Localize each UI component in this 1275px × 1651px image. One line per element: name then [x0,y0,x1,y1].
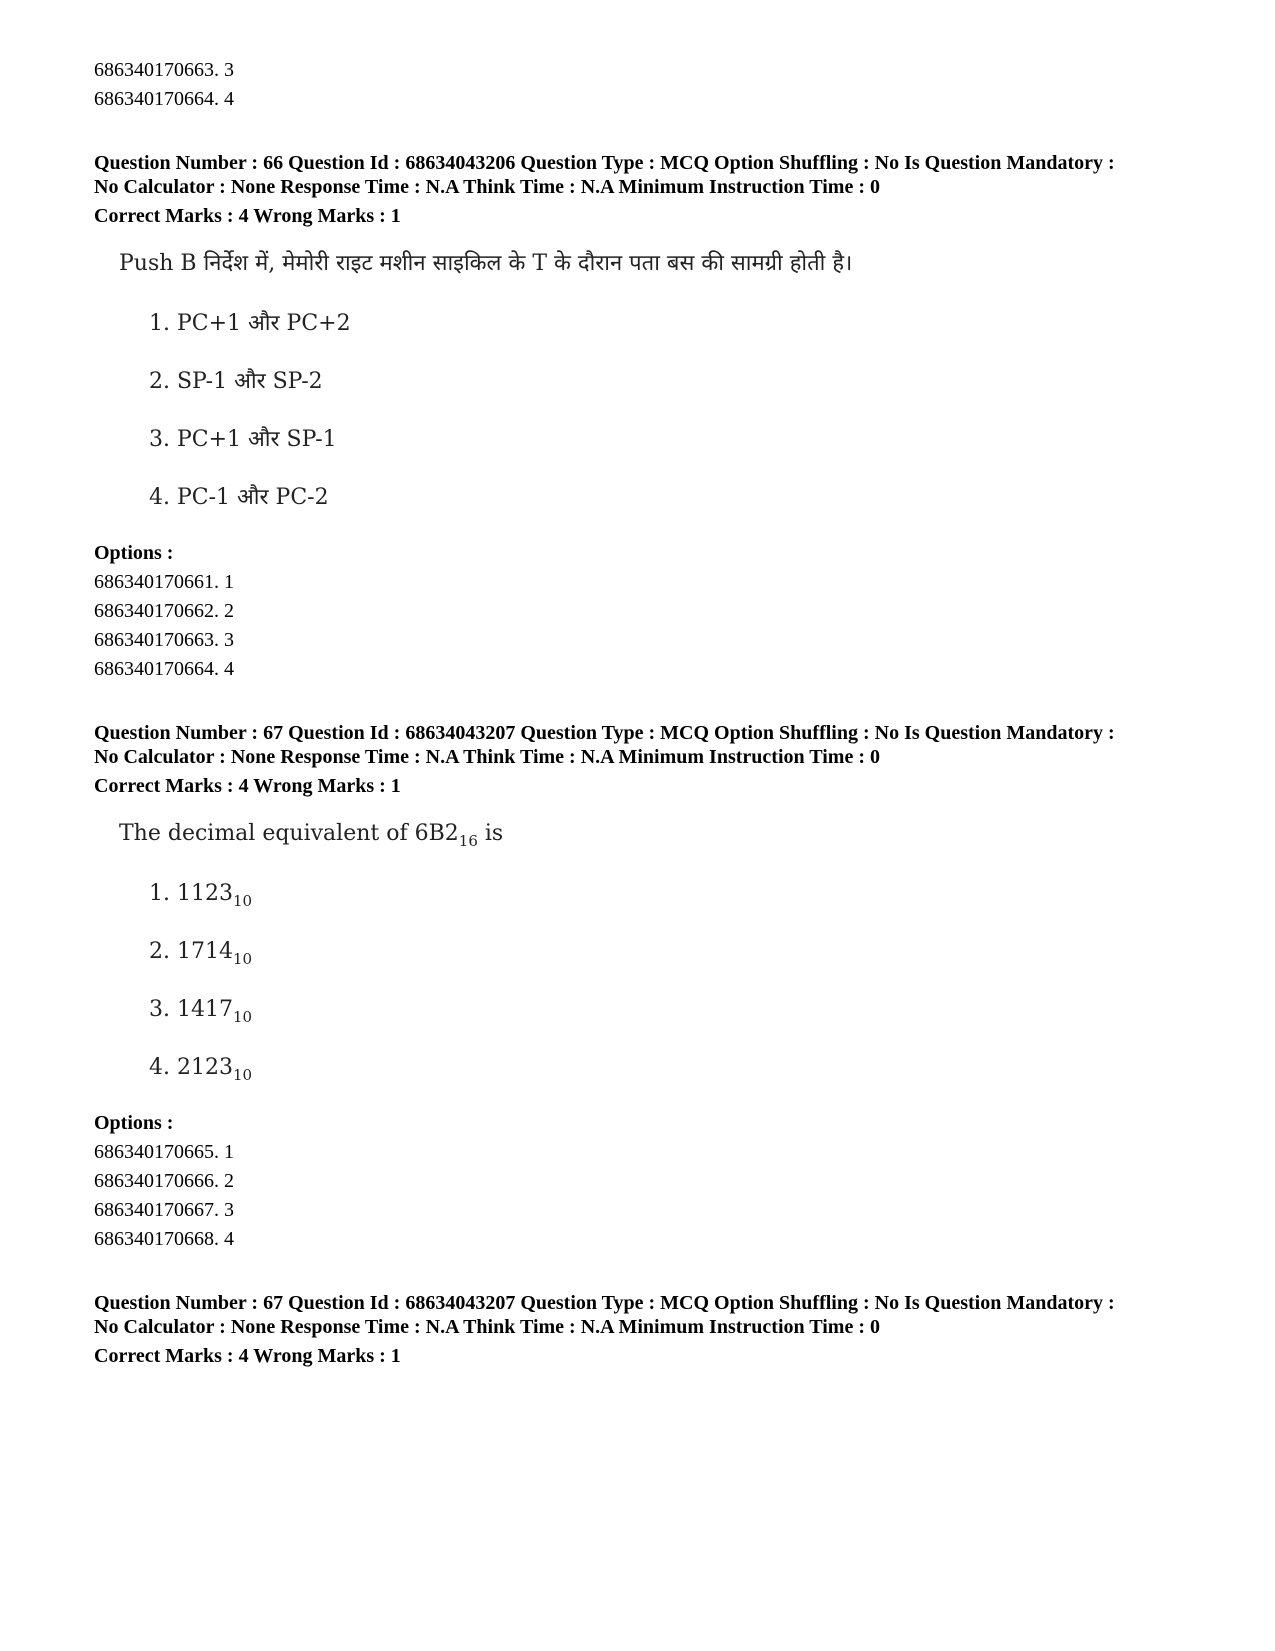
question-header-line-1: Question Number : 66 Question Id : 68634043206 Question Type : MCQ Option Shuffling : No Is Question Mandatory : [94,152,1115,174]
option-id-line: 686340170664. 4 [94,658,234,680]
option-id-line: 686340170661. 1 [94,571,234,593]
choice-value: 2. 1714 [149,939,233,964]
choice-value: 4. 2123 [149,1055,233,1080]
option-id-line: 686340170667. 3 [94,1199,234,1221]
choice-base: 10 [232,1066,253,1084]
question-marks: Correct Marks : 4 Wrong Marks : 1 [94,205,401,227]
answer-choice-4: 4. PC-1 और PC-2 [149,485,329,510]
question-image [119,803,1214,1083]
question-header-line-2: No Calculator : None Response Time : N.A Think Time : N.A Minimum Instruction Time : 0 [94,1316,880,1338]
question-image [119,233,1214,513]
question-header-line-2: No Calculator : None Response Time : N.A Think Time : N.A Minimum Instruction Time : 0 [94,746,880,768]
answer-choice-2 [149,937,1214,967]
question-stem [119,817,1214,851]
document-page [94,56,1214,1373]
answer-choice-3: 3. PC+1 और SP-1 [149,427,337,452]
option-id-line: 686340170665. 1 [94,1141,234,1163]
option-id-line: 686340170663. 3 [94,629,234,651]
question-67-repeat [94,1291,1214,1373]
options-label: Options : [94,1112,174,1134]
choice-base: 10 [232,1008,253,1026]
question-66 [94,151,1214,684]
option-id-line: 686340170668. 4 [94,1228,234,1250]
answer-choice-1: 1. PC+1 और PC+2 [149,311,351,336]
stem-subscript: 16 [458,832,478,850]
stem-tail: is [477,821,504,846]
question-marks: Correct Marks : 4 Wrong Marks : 1 [94,775,401,797]
question-marks: Correct Marks : 4 Wrong Marks : 1 [94,1345,401,1367]
stem-text: The decimal equivalent of 6B2 [119,821,459,846]
answer-choice-3 [149,995,1214,1025]
choice-base: 10 [232,892,253,910]
options-label: Options : [94,542,174,564]
choice-value: 1. 1123 [149,881,233,906]
answer-choice-4 [149,1053,1214,1083]
question-stem: Push B निर्देश में, मेमोरी राइट मशीन साइकिल के T के दौरान पता बस की सामग्री होती है। [119,251,853,276]
option-id-line: 686340170663. 3 [94,59,234,81]
answer-choice-1 [149,879,1214,909]
question-header-line-1: Question Number : 67 Question Id : 68634043207 Question Type : MCQ Option Shuffling : No Is Question Mandatory : [94,1292,1115,1314]
question-67 [94,721,1214,1254]
question-header-line-2: No Calculator : None Response Time : N.A Think Time : N.A Minimum Instruction Time : 0 [94,176,880,198]
option-id-line: 686340170666. 2 [94,1170,234,1192]
choice-value: 3. 1417 [149,997,233,1022]
choice-base: 10 [232,950,253,968]
option-id-line: 686340170662. 2 [94,600,234,622]
option-id-line: 686340170664. 4 [94,88,234,110]
question-header-line-1: Question Number : 67 Question Id : 68634043207 Question Type : MCQ Option Shuffling : No Is Question Mandatory : [94,722,1115,744]
answer-choice-2: 2. SP-1 और SP-2 [149,369,323,394]
previous-options-list [94,56,1214,114]
